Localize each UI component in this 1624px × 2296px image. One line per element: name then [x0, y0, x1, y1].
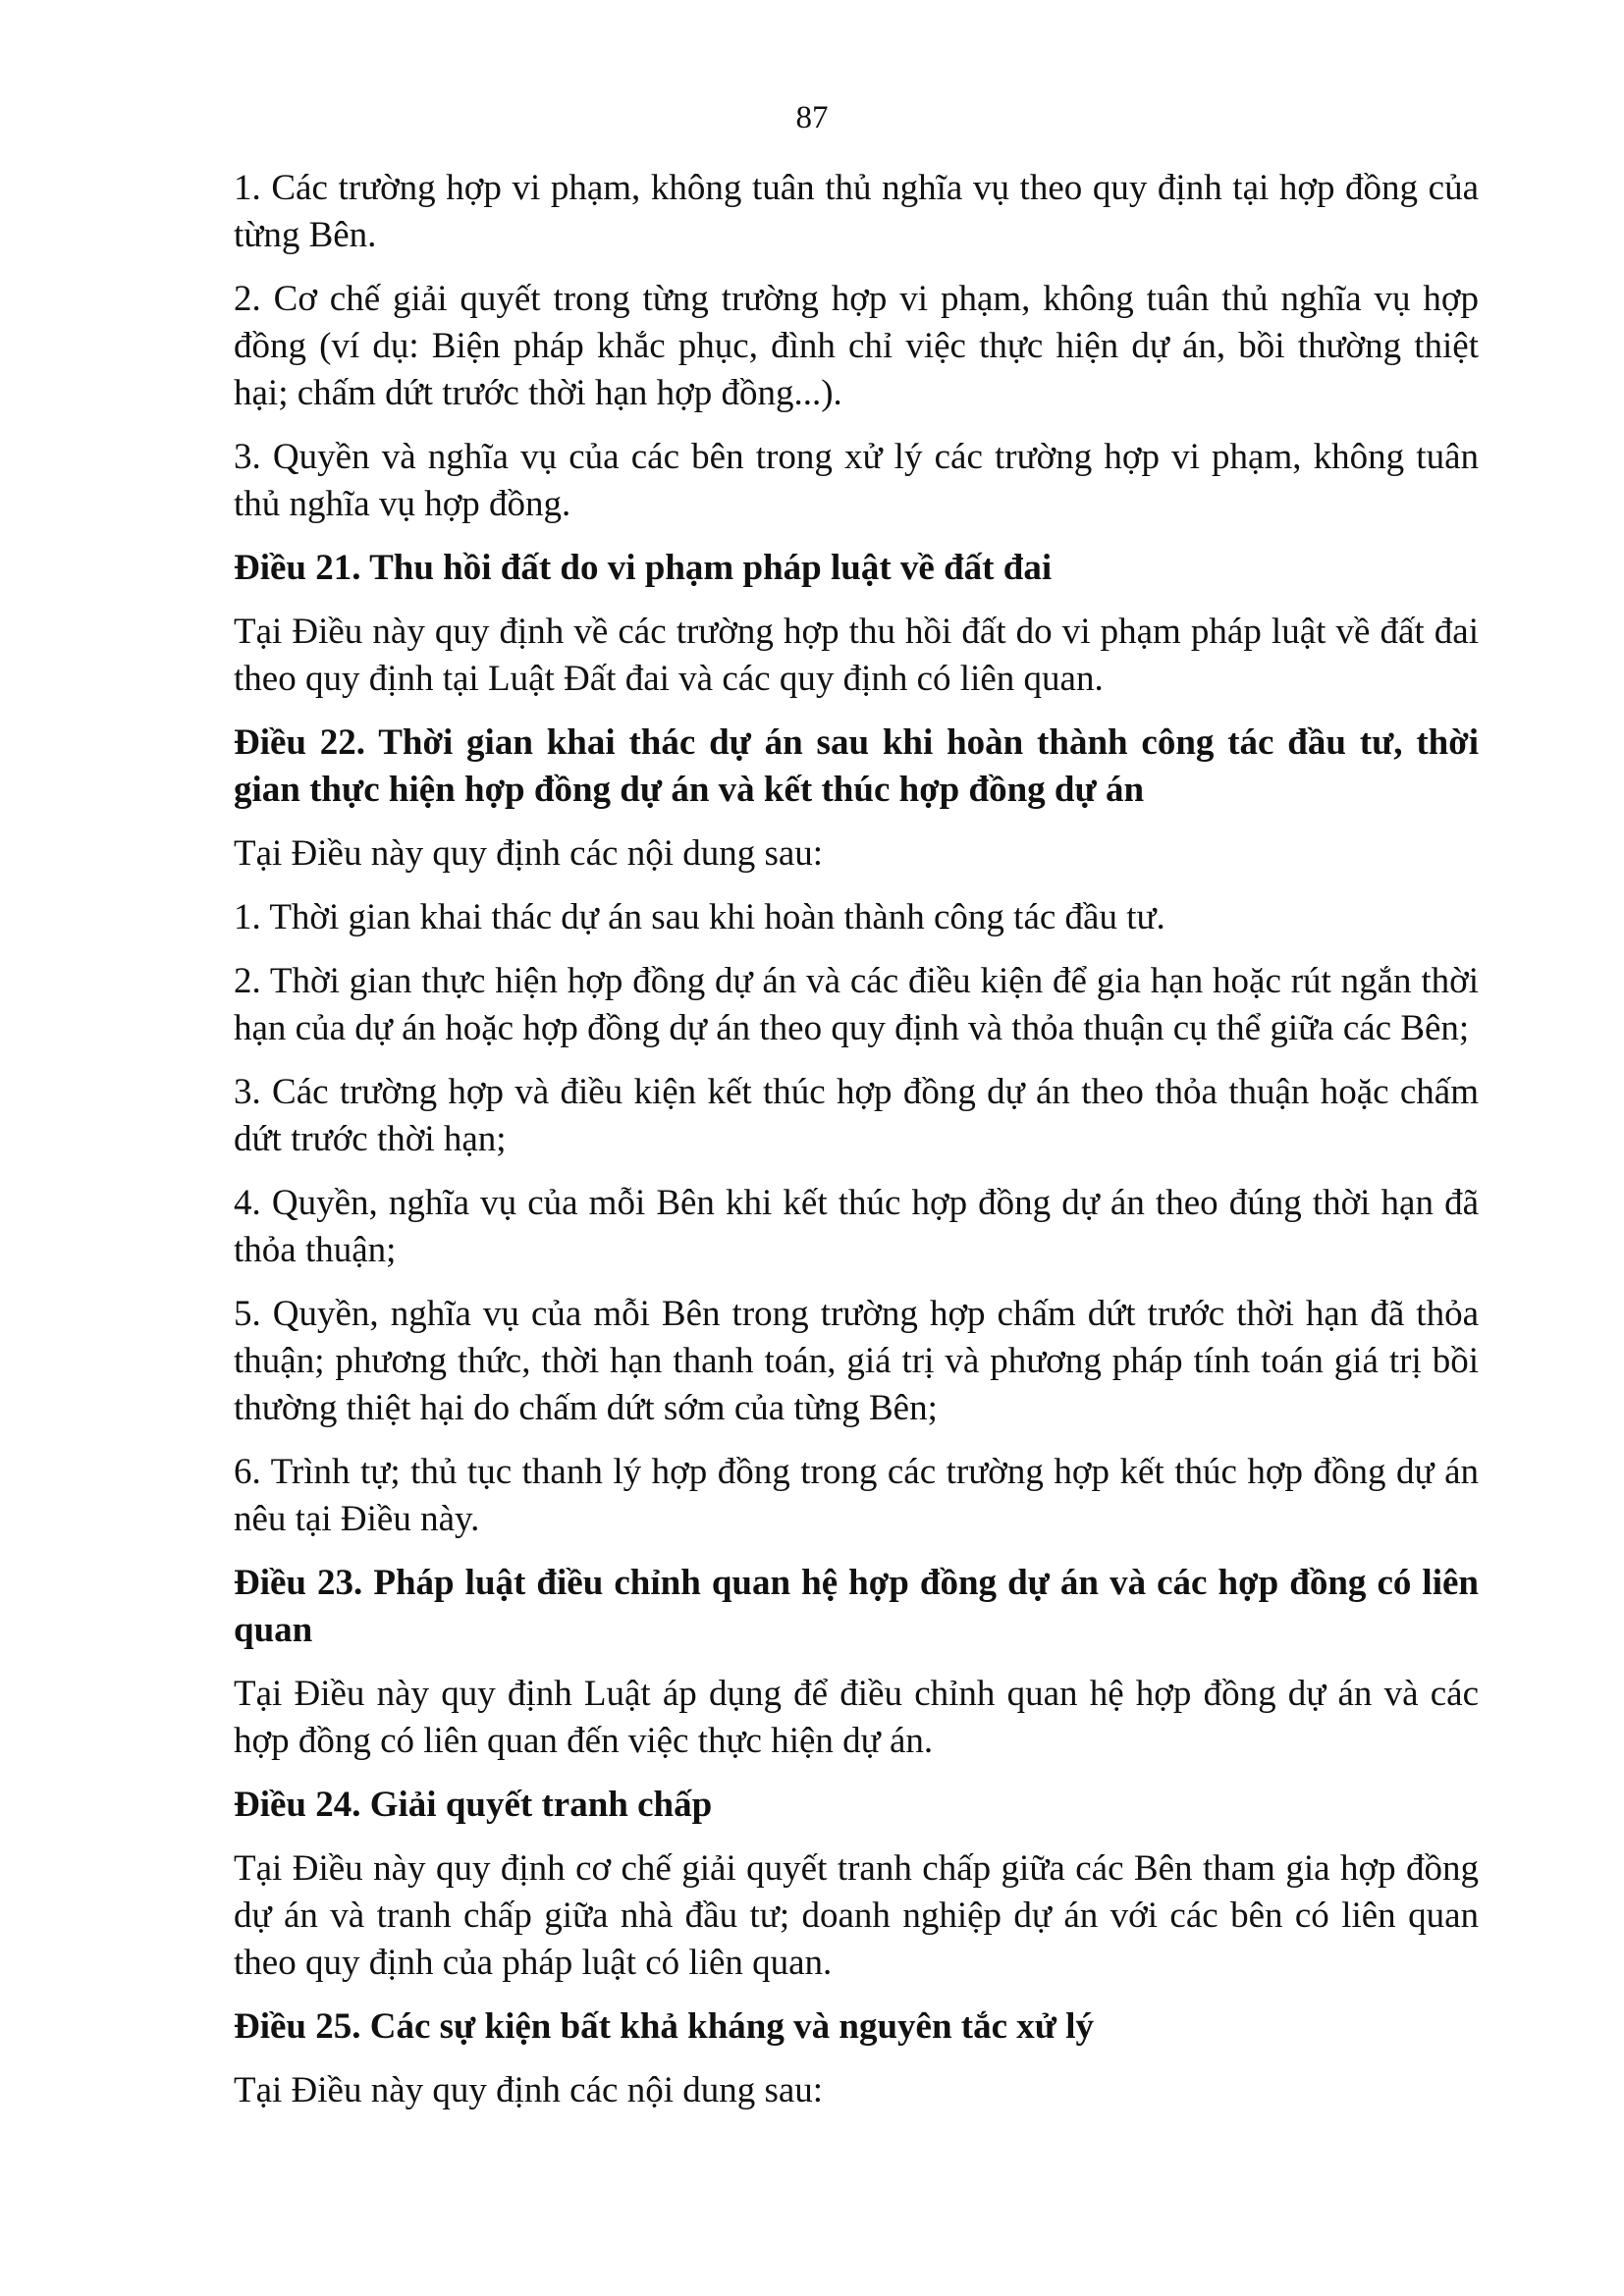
clause-paragraph: 4. Quyền, nghĩa vụ của mỗi Bên khi kết thúc hợp đồng dự án theo đúng thời hạn đã thỏa thuận;	[234, 1183, 1479, 1270]
clause-paragraph: 1. Thời gian khai thác dự án sau khi hoàn thành công tác đầu tư.	[234, 897, 1165, 937]
article-paragraph: Tại Điều này quy định Luật áp dụng để điều chỉnh quan hệ hợp đồng dự án và các hợp đồng có liên quan đến việc thực hiện dự án.	[234, 1674, 1479, 1761]
article-heading-24: Điều 24. Giải quyết tranh chấp	[234, 1785, 713, 1825]
document-body	[234, 165, 1479, 2131]
article-heading-25: Điều 25. Các sự kiện bất khả kháng và nguyên tắc xử lý	[234, 2006, 1095, 2047]
page-number: 87	[795, 100, 829, 135]
article-paragraph: Tại Điều này quy định về các trường hợp thu hồi đất do vi phạm pháp luật về đất đai theo quy định tại Luật Đất đai và các quy định có liên quan.	[234, 612, 1479, 699]
clause-paragraph: 2. Cơ chế giải quyết trong từng trường hợp vi phạm, không tuân thủ nghĩa vụ hợp đồng (ví dụ: Biện pháp khắc phục, đình chỉ việc thực hiện dự án, bồi thường thiệt hại; chấm dứt trước thời hạn hợp đồng...).	[234, 279, 1479, 413]
article-paragraph: Tại Điều này quy định các nội dung sau:	[234, 2070, 824, 2110]
article-heading-22: Điều 22. Thời gian khai thác dự án sau khi hoàn thành công tác đầu tư, thời gian thực hiện hợp đồng dự án và kết thúc hợp đồng dự án	[234, 722, 1479, 810]
clause-paragraph: 1. Các trường hợp vi phạm, không tuân thủ nghĩa vụ theo quy định tại hợp đồng của từng Bên.	[234, 168, 1479, 255]
article-heading-21: Điều 21. Thu hồi đất do vi phạm pháp luật về đất đai	[234, 548, 1053, 588]
clause-paragraph: 3. Các trường hợp và điều kiện kết thúc hợp đồng dự án theo thỏa thuận hoặc chấm dứt trước thời hạn;	[234, 1072, 1479, 1159]
clause-paragraph: 5. Quyền, nghĩa vụ của mỗi Bên trong trường hợp chấm dứt trước thời hạn đã thỏa thuận; phương thức, thời hạn thanh toán, giá trị và phương pháp tính toán giá trị bồi thường thiệt hại do chấm dứt sớm của từng Bên;	[234, 1294, 1479, 1428]
clause-paragraph: 6. Trình tự; thủ tục thanh lý hợp đồng trong các trường hợp kết thúc hợp đồng dự án nêu tại Điều này.	[234, 1452, 1479, 1539]
article-paragraph: Tại Điều này quy định các nội dung sau:	[234, 833, 824, 874]
article-heading-23: Điều 23. Pháp luật điều chỉnh quan hệ hợp đồng dự án và các hợp đồng có liên quan	[234, 1563, 1479, 1650]
clause-paragraph: 2. Thời gian thực hiện hợp đồng dự án và các điều kiện để gia hạn hoặc rút ngắn thời hạn của dự án hoặc hợp đồng dự án theo quy định và thỏa thuận cụ thể giữa các Bên;	[234, 961, 1479, 1048]
clause-paragraph: 3. Quyền và nghĩa vụ của các bên trong xử lý các trường hợp vi phạm, không tuân thủ nghĩa vụ hợp đồng.	[234, 437, 1479, 524]
article-paragraph: Tại Điều này quy định cơ chế giải quyết tranh chấp giữa các Bên tham gia hợp đồng dự án và tranh chấp giữa nhà đầu tư; doanh nghiệp dự án với các bên có liên quan theo quy định của pháp luật có liên quan.	[234, 1848, 1479, 1983]
